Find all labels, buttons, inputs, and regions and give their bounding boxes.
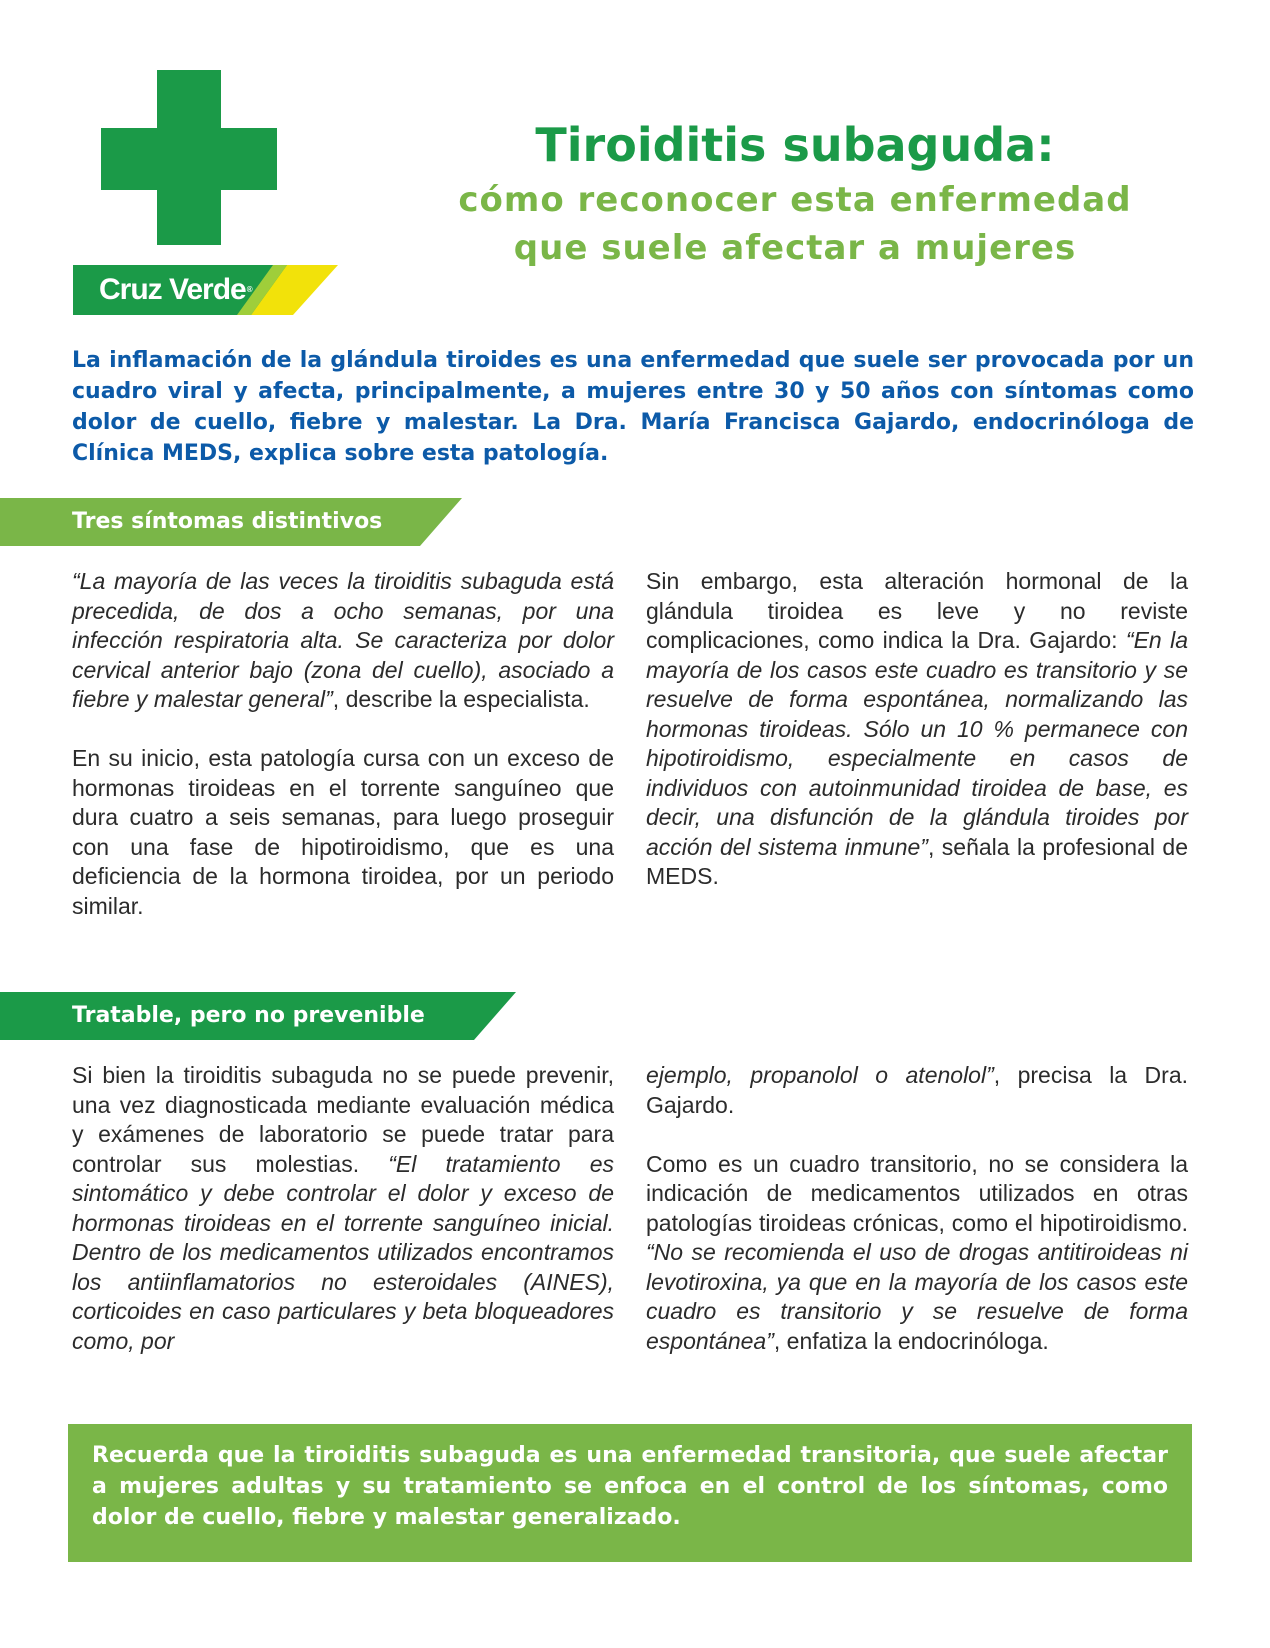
- quote: “No se recomienda el uso de drogas antitiroideas ni levotiroxina, ya que en la mayoría de los casos este cuadro es transitorio y se resuelve de forma espontánea”: [646, 1239, 1188, 1354]
- cruz-verde-logo: [73, 70, 338, 315]
- quote: “La mayoría de las veces la tiroiditis subaguda está precedida, de dos a ocho semanas, por una infección respiratoria alta. Se caracteriza por dolor cervical anterior bajo (zona del cuello), asociado a fiebre y malestar general”: [72, 568, 614, 712]
- paragraph: En su inicio, esta patología cursa con un exceso de hormonas tiroideas en el torrente sanguíneo que dura cuatro a seis semanas, para luego proseguir con una fase de hipotiroidismo, que es una deficiencia de la hormona tiroidea, por un periodo similar.: [72, 745, 614, 919]
- subtitle-line-2: que suele afectar a mujeres: [513, 228, 1077, 268]
- section-1-column-1: [72, 567, 614, 951]
- title-block: [380, 116, 1210, 272]
- text: , señala la profesional de MEDS.: [646, 833, 1188, 889]
- subtitle-line-1: cómo reconocer esta enfermedad: [458, 180, 1132, 220]
- page-title: Tiroiditis subaguda:: [535, 118, 1055, 172]
- callout-text: Recuerda que la tiroiditis subaguda es una enfermedad transitoria, que suele afectar a mujeres adultas y su tratamiento se enfoca en el control de los síntomas, como dolor de cuello, fiebre y malestar generalizado.: [92, 1443, 1168, 1530]
- quote: “El tratamiento es sintomático y debe controlar el dolor y exceso de hormonas tiroideas en el torrente sanguíneo inicial. Dentro de los medicamentos utilizados encontramos los antiinflamatorios no esteroidales (AINES), corticoides en caso particulares y beta bloqueadores como, por: [72, 1150, 614, 1354]
- text: Si bien la tiroiditis subaguda no se puede prevenir, una vez diagnosticada mediante evaluación médica y exámenes de laboratorio se puede tratar para controlar sus molestias.: [72, 1062, 614, 1177]
- paragraph: [646, 1061, 1188, 1120]
- section-1-column-2: [646, 567, 1188, 921]
- registered-mark: ®: [246, 285, 252, 294]
- brand-bar: [73, 265, 338, 315]
- text: , precisa la Dra. Gajardo.: [646, 1062, 1189, 1118]
- intro-paragraph: La inflamación de la glándula tiroides es una enfermedad que suele ser provocada por un cuadro viral y afecta, principalmente, a mujeres entre 30 y 50 años con síntomas como dolor de cuello, fiebre y malestar. La Dra. María Francisca Gajardo, endocrinóloga de Clínica MEDS, explica sobre esta patología.: [72, 348, 1194, 466]
- paragraph: [646, 1150, 1188, 1357]
- paragraph: [72, 567, 614, 715]
- text: , enfatiza la endocrinóloga.: [773, 1327, 1049, 1354]
- section-heading: Tratable, pero no prevenible: [72, 1003, 425, 1028]
- section-header-treatment: [0, 992, 516, 1040]
- text: , describe la especialista.: [332, 686, 590, 712]
- page-subtitle: [380, 176, 1210, 272]
- brand-name: Cruz Verde®: [99, 273, 252, 306]
- section-heading: Tres síntomas distintivos: [72, 509, 383, 534]
- green-cross-horizontal: [101, 128, 277, 190]
- section-2-column-2: [646, 1061, 1188, 1386]
- section-header-symptoms: [0, 498, 462, 546]
- section-2-column-1: [72, 1061, 614, 1386]
- quote: “En la mayoría de los casos este cuadro es transitorio y se resuelve de forma espontánea, normalizando las hormonas tiroideas. Sólo un 10 % permanece con hipotiroidismo, especialmente en casos de individuos con autoinmunidad tiroidea de base, es decir, una disfunción de la glándula tiroides por acción del sistema inmune”: [646, 627, 1188, 860]
- quote: ejemplo, propanolol o atenolol”: [646, 1062, 994, 1088]
- text: Sin embargo, esta alteración hormonal de la glándula tiroidea es leve y no reviste complicaciones, como indica la Dra. Gajardo:: [646, 568, 1188, 653]
- text: Como es un cuadro transitorio, no se considera la indicación de medicamentos utilizados en otras patologías tiroideas crónicas, como el hipotiroidismo.: [646, 1150, 1188, 1236]
- summary-callout: [68, 1424, 1192, 1562]
- paragraph: [72, 1061, 614, 1356]
- paragraph: [646, 567, 1188, 892]
